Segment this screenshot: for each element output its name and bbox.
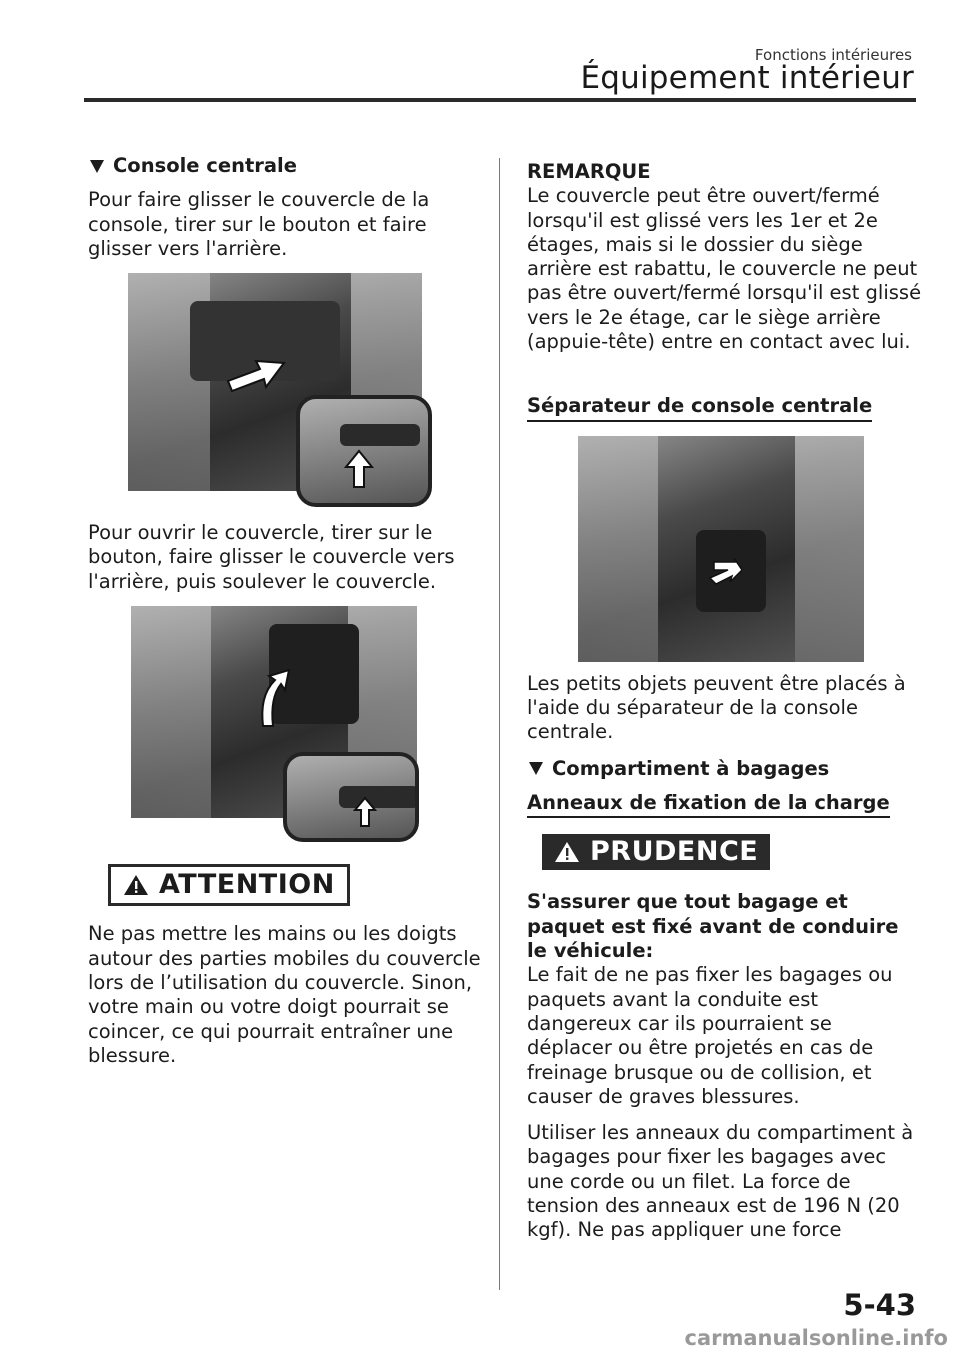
triangle-bullet-icon: [529, 762, 543, 775]
prudence-text: Le fait de ne pas fixer les bagages ou paquets avant la conduite est dangereux car ils pourraient se déplacer ou être projetés en cas de freinage brusque ou de collision, et causer de graves blessures.: [527, 963, 893, 1108]
header-subtitle: Fonctions intérieures: [754, 46, 912, 64]
pull-up-arrow-icon: [344, 449, 374, 489]
attention-badge: ATTENTION: [108, 864, 350, 906]
section-title-luggage: Compartiment à bagages: [527, 757, 922, 781]
header-rule: [84, 98, 916, 102]
remarque-label: REMARQUE: [527, 160, 651, 183]
lift-arrow-icon: [253, 668, 293, 728]
prudence-badge: PRUDENCE: [542, 834, 770, 870]
triangle-bullet-icon: [90, 160, 104, 173]
lid-detail-inset: [283, 752, 419, 842]
console-separator-photo: [578, 436, 864, 662]
warning-icon: [554, 841, 580, 863]
attention-text: Ne pas mettre les mains ou les doigts autour des parties mobiles du couvercle lors de l’utilisation du couvercle. Sinon, votre main ou votre doigt pourrait se coincer, ce qui pourrait entraîner une blessure.: [88, 922, 481, 1067]
button-detail-inset: [296, 395, 432, 507]
watermark: carmanualsonline.info: [684, 1326, 948, 1350]
page-number: 5-43: [843, 1288, 916, 1322]
prudence-bold-text: S'assurer que tout bagage et paquet est fixé avant de conduire le véhicule:: [527, 890, 899, 963]
lid-up-arrow-icon: [353, 796, 377, 828]
slide-arrow-icon: [226, 353, 286, 393]
rings-title: Anneaux de fixation de la charge: [527, 791, 890, 818]
warning-icon: [123, 874, 149, 896]
console-open-photo: [131, 606, 417, 818]
page-title: Équipement intérieur: [580, 60, 914, 96]
right-column: [527, 154, 922, 1243]
section-title-console: Console centrale: [88, 154, 483, 178]
console-slide-photo: [128, 273, 422, 491]
rings-text: Utiliser les anneaux du compartiment à bagages pour fixer les bagages avec une corde ou un filet. La force de tension des anneaux est de 196 N (20 kgf). Ne pas appliquer une force: [527, 1121, 914, 1242]
separator-title: Séparateur de console centrale: [527, 394, 872, 421]
left-column: [88, 154, 483, 1068]
console-slide-paragraph: Pour faire glisser le couvercle de la console, tirer sur le bouton et faire glisser vers l'arrière.: [88, 188, 430, 260]
remarque-text: Le couvercle peut être ouvert/fermé lorsqu'il est glissé vers les 1er et 2e étages, mais si le dossier du siège arrière est rabattu, le couvercle ne peut pas être ouvert/fermé lorsqu'il est glissé vers le 2e étage, car le siège arrière (appuie-tête) entre en contact avec lui.: [527, 184, 922, 354]
separator-text: Les petits objets peuvent être placés à l'aide du séparateur de la console centrale.: [527, 671, 906, 744]
console-open-paragraph: Pour ouvrir le couvercle, tirer sur le bouton, faire glisser le couvercle vers l'arrière, puis soulever le couvercle.: [88, 521, 455, 593]
separator-arrow-icon: [708, 558, 742, 586]
column-divider: [499, 158, 500, 1290]
